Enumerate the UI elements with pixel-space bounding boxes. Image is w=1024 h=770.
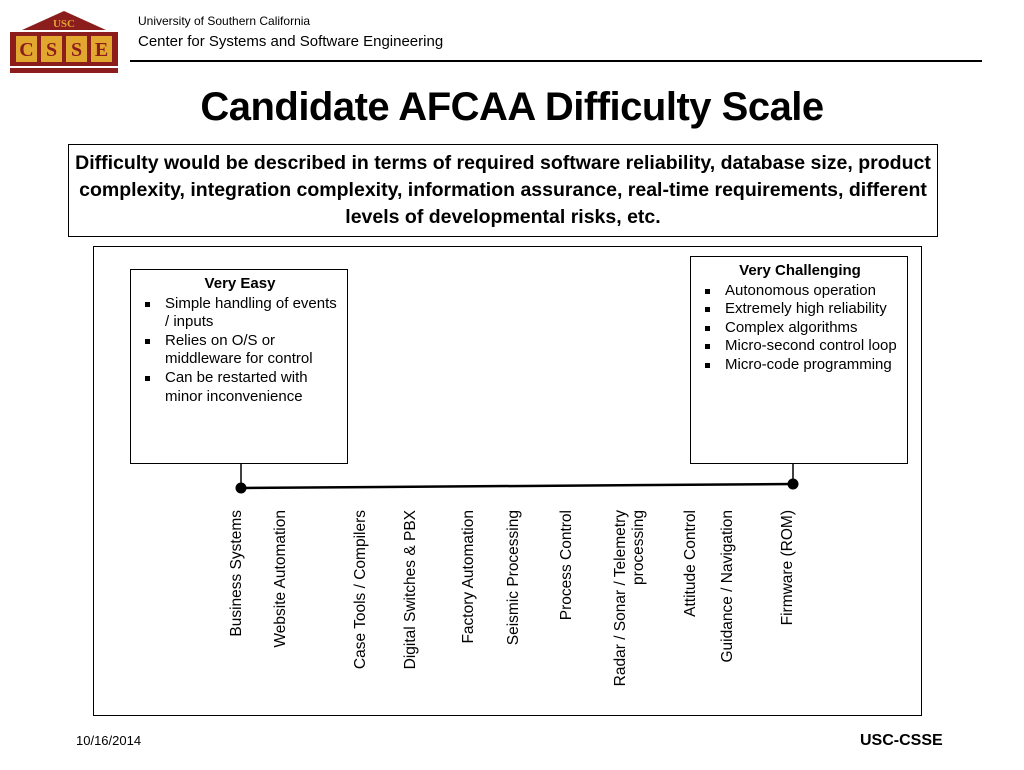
list-item: Complex algorithms: [701, 319, 899, 338]
university-name: University of Southern California: [138, 14, 311, 28]
center-name: Center for Systems and Software Engineering: [138, 33, 444, 50]
list-item: Extremely high reliability: [701, 300, 899, 319]
page-title: Candidate AFCAA Difficulty Scale: [200, 85, 824, 129]
very-challenging-box: [690, 256, 908, 464]
app-label-business-systems: Business Systems: [228, 510, 245, 637]
logo-letter: E: [94, 39, 109, 61]
very-challenging-heading: Very Challenging: [739, 262, 861, 279]
very-easy-heading: Very Easy: [204, 275, 276, 292]
easy-endpoint: [236, 483, 247, 494]
app-label-seismic-processing: Seismic Processing: [505, 510, 522, 646]
app-label-factory-automation: Factory Automation: [460, 510, 477, 644]
logo-letter: S: [45, 39, 58, 61]
description-text: Difficulty would be described in terms of required software reliability, database size, product complexity, integration complexity, information assurance, real-time requirements, different levels of developmental risks, etc.: [75, 152, 931, 228]
logo-letter: C: [19, 39, 34, 61]
list-item: Micro-second control loop: [701, 337, 899, 356]
difficulty-scale-line: [241, 484, 793, 488]
list-item: Can be restarted with minor inconvenience: [141, 369, 339, 406]
app-label-case-tools: Case Tools / Compilers: [352, 510, 369, 670]
challenging-endpoint: [788, 479, 799, 490]
app-label-guidance-navigation: Guidance / Navigation: [719, 510, 736, 663]
very-easy-box: [130, 269, 348, 464]
app-label-website-automation: Website Automation: [272, 510, 289, 648]
app-label-radar-sonar: Radar / Sonar / Telemetry processing: [612, 510, 647, 687]
app-label-firmware: Firmware (ROM): [779, 510, 796, 626]
app-label-digital-switches: Digital Switches & PBX: [402, 510, 419, 670]
footer-org: USC-CSSE: [860, 732, 943, 749]
logo-top-text: USC: [52, 18, 76, 30]
footer-date: 10/16/2014: [76, 733, 142, 748]
list-item: Micro-code programming: [701, 356, 899, 375]
very-challenging-list: [701, 282, 899, 375]
very-easy-list: [141, 295, 339, 407]
list-item: Simple handling of events / inputs: [141, 295, 339, 332]
list-item: Autonomous operation: [701, 282, 899, 301]
app-label-attitude-control: Attitude Control: [682, 510, 699, 617]
app-label-process-control: Process Control: [558, 510, 575, 621]
list-item: Relies on O/S or middleware for control: [141, 332, 339, 369]
logo-letter: S: [70, 39, 83, 61]
